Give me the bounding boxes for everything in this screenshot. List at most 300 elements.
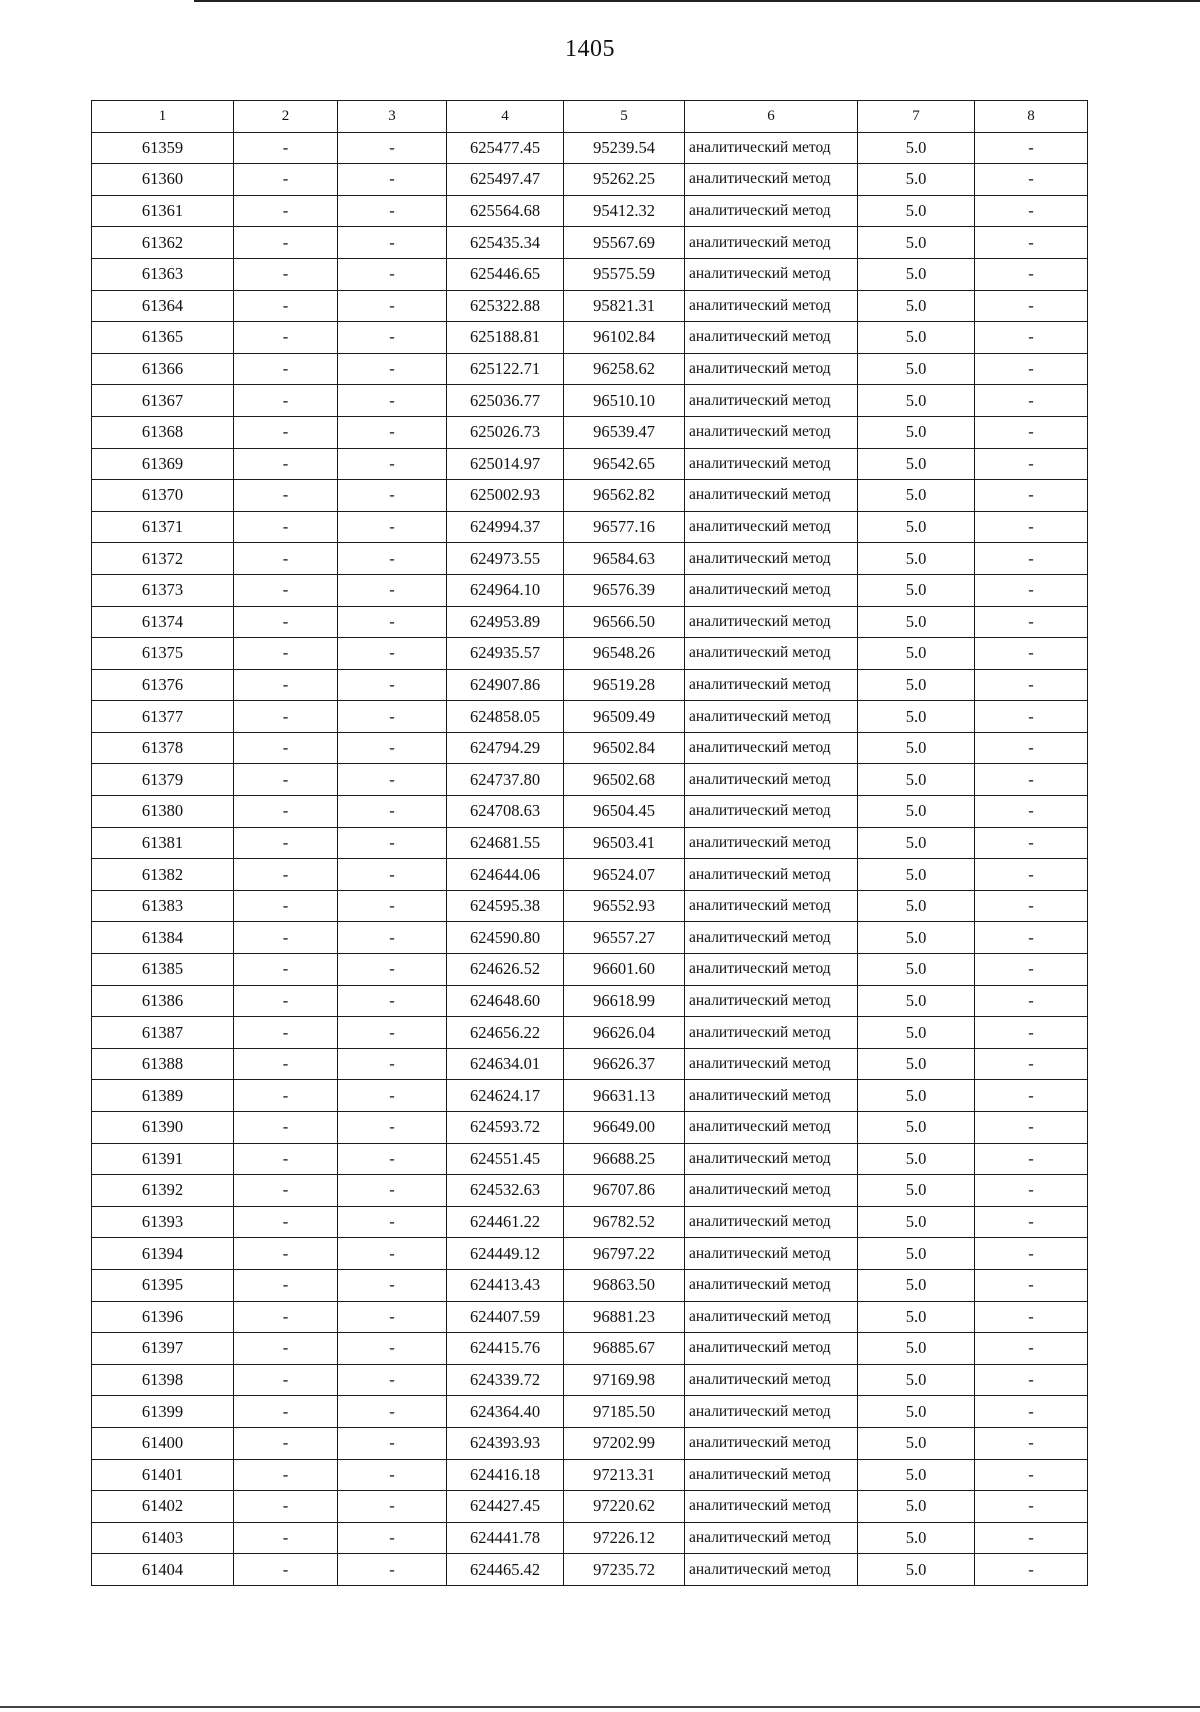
cell-col-2: - [234,1491,338,1523]
column-header-3: 3 [338,101,447,133]
table-row [92,1112,1088,1144]
cell-coord-y: 96782.52 [564,1206,685,1238]
cell-method: аналитический метод [685,1522,858,1554]
cell-method: аналитический метод [685,1364,858,1396]
cell-col-2: - [234,1427,338,1459]
cell-coord-y: 97220.62 [564,1491,685,1523]
cell-point-number: 61366 [92,353,234,385]
cell-col-3: - [338,954,447,986]
cell-accuracy: 5.0 [858,1491,975,1523]
cell-coord-y: 96885.67 [564,1333,685,1365]
column-header-4: 4 [447,101,564,133]
cell-col-8: - [975,448,1088,480]
cell-coord-x: 624364.40 [447,1396,564,1428]
cell-col-3: - [338,669,447,701]
cell-coord-x: 624794.29 [447,732,564,764]
cell-col-8: - [975,1112,1088,1144]
cell-col-8: - [975,1427,1088,1459]
table-row [92,543,1088,575]
cell-coord-x: 624624.17 [447,1080,564,1112]
cell-coord-x: 624593.72 [447,1112,564,1144]
cell-col-3: - [338,1333,447,1365]
cell-col-2: - [234,195,338,227]
cell-coord-y: 96502.68 [564,764,685,796]
cell-method: аналитический метод [685,1238,858,1270]
cell-coord-y: 95262.25 [564,164,685,196]
cell-method: аналитический метод [685,480,858,512]
cell-accuracy: 5.0 [858,132,975,164]
cell-col-8: - [975,954,1088,986]
cell-coord-y: 95412.32 [564,195,685,227]
cell-method: аналитический метод [685,796,858,828]
cell-col-8: - [975,164,1088,196]
cell-coord-x: 625036.77 [447,385,564,417]
bottom-scan-border [0,1706,1200,1708]
cell-method: аналитический метод [685,985,858,1017]
cell-col-8: - [975,1206,1088,1238]
cell-coord-y: 96548.26 [564,638,685,670]
cell-accuracy: 5.0 [858,827,975,859]
table-row [92,448,1088,480]
cell-col-2: - [234,480,338,512]
cell-col-8: - [975,827,1088,859]
cell-col-2: - [234,448,338,480]
cell-accuracy: 5.0 [858,954,975,986]
cell-coord-x: 624461.22 [447,1206,564,1238]
cell-coord-y: 96562.82 [564,480,685,512]
cell-col-8: - [975,1017,1088,1049]
cell-coord-y: 95575.59 [564,258,685,290]
cell-col-3: - [338,1364,447,1396]
cell-col-2: - [234,1080,338,1112]
cell-col-3: - [338,827,447,859]
table-row [92,258,1088,290]
cell-col-3: - [338,796,447,828]
cell-coord-y: 96618.99 [564,985,685,1017]
cell-col-2: - [234,922,338,954]
cell-col-3: - [338,353,447,385]
cell-coord-y: 96566.50 [564,606,685,638]
cell-point-number: 61385 [92,954,234,986]
table-row [92,1206,1088,1238]
cell-col-2: - [234,290,338,322]
cell-col-2: - [234,322,338,354]
table-row [92,827,1088,859]
cell-col-3: - [338,1112,447,1144]
cell-point-number: 61372 [92,543,234,575]
cell-coord-x: 625564.68 [447,195,564,227]
table-row [92,164,1088,196]
cell-coord-y: 96502.84 [564,732,685,764]
table-row [92,1333,1088,1365]
cell-col-8: - [975,669,1088,701]
cell-col-3: - [338,227,447,259]
cell-method: аналитический метод [685,1048,858,1080]
cell-accuracy: 5.0 [858,985,975,1017]
table-row [92,764,1088,796]
cell-coord-x: 624935.57 [447,638,564,670]
column-header-8: 8 [975,101,1088,133]
cell-coord-y: 97202.99 [564,1427,685,1459]
cell-col-8: - [975,859,1088,891]
table-row [92,985,1088,1017]
cell-accuracy: 5.0 [858,764,975,796]
cell-point-number: 61404 [92,1554,234,1586]
cell-accuracy: 5.0 [858,669,975,701]
cell-method: аналитический метод [685,385,858,417]
table-row [92,638,1088,670]
cell-accuracy: 5.0 [858,290,975,322]
cell-coord-x: 624413.43 [447,1269,564,1301]
cell-col-3: - [338,1238,447,1270]
cell-point-number: 61371 [92,511,234,543]
cell-method: аналитический метод [685,1143,858,1175]
cell-method: аналитический метод [685,669,858,701]
cell-point-number: 61378 [92,732,234,764]
cell-accuracy: 5.0 [858,796,975,828]
cell-coord-y: 97235.72 [564,1554,685,1586]
cell-method: аналитический метод [685,1491,858,1523]
cell-point-number: 61374 [92,606,234,638]
cell-coord-y: 96631.13 [564,1080,685,1112]
cell-method: аналитический метод [685,764,858,796]
table-row [92,1491,1088,1523]
cell-point-number: 61361 [92,195,234,227]
cell-accuracy: 5.0 [858,1554,975,1586]
coordinates-table [91,100,1088,1586]
cell-point-number: 61381 [92,827,234,859]
cell-col-2: - [234,638,338,670]
cell-method: аналитический метод [685,543,858,575]
table-row [92,701,1088,733]
cell-point-number: 61396 [92,1301,234,1333]
cell-col-8: - [975,701,1088,733]
cell-method: аналитический метод [685,1333,858,1365]
cell-col-8: - [975,1333,1088,1365]
cell-point-number: 61370 [92,480,234,512]
table-row [92,385,1088,417]
cell-coord-y: 96576.39 [564,574,685,606]
cell-col-2: - [234,1048,338,1080]
cell-col-3: - [338,701,447,733]
cell-coord-y: 96688.25 [564,1143,685,1175]
cell-coord-x: 624441.78 [447,1522,564,1554]
cell-accuracy: 5.0 [858,1333,975,1365]
cell-coord-y: 97226.12 [564,1522,685,1554]
cell-col-2: - [234,1522,338,1554]
cell-point-number: 61398 [92,1364,234,1396]
cell-accuracy: 5.0 [858,638,975,670]
column-header-6: 6 [685,101,858,133]
cell-coord-x: 625446.65 [447,258,564,290]
cell-accuracy: 5.0 [858,859,975,891]
cell-coord-x: 624339.72 [447,1364,564,1396]
cell-coord-y: 96509.49 [564,701,685,733]
cell-coord-x: 625014.97 [447,448,564,480]
cell-method: аналитический метод [685,732,858,764]
cell-accuracy: 5.0 [858,1301,975,1333]
cell-col-8: - [975,1522,1088,1554]
cell-col-8: - [975,543,1088,575]
cell-point-number: 61365 [92,322,234,354]
cell-col-8: - [975,1459,1088,1491]
cell-coord-y: 97169.98 [564,1364,685,1396]
cell-accuracy: 5.0 [858,1112,975,1144]
cell-point-number: 61360 [92,164,234,196]
cell-accuracy: 5.0 [858,1364,975,1396]
cell-col-2: - [234,1459,338,1491]
cell-col-3: - [338,1080,447,1112]
cell-col-8: - [975,132,1088,164]
cell-col-8: - [975,1080,1088,1112]
page-number: 1405 [565,36,615,62]
cell-col-3: - [338,574,447,606]
cell-col-3: - [338,1143,447,1175]
cell-method: аналитический метод [685,1175,858,1207]
table-row [92,954,1088,986]
table-row [92,195,1088,227]
cell-method: аналитический метод [685,1554,858,1586]
cell-method: аналитический метод [685,954,858,986]
table-row [92,890,1088,922]
table-row [92,227,1088,259]
cell-coord-x: 624644.06 [447,859,564,891]
cell-method: аналитический метод [685,890,858,922]
table-row [92,606,1088,638]
table-row [92,1364,1088,1396]
column-header-1: 1 [92,101,234,133]
cell-col-2: - [234,385,338,417]
cell-method: аналитический метод [685,258,858,290]
cell-accuracy: 5.0 [858,227,975,259]
cell-coord-x: 624973.55 [447,543,564,575]
cell-point-number: 61369 [92,448,234,480]
cell-coord-x: 624416.18 [447,1459,564,1491]
cell-col-3: - [338,606,447,638]
cell-coord-x: 625122.71 [447,353,564,385]
cell-coord-x: 624415.76 [447,1333,564,1365]
cell-point-number: 61386 [92,985,234,1017]
table-row [92,732,1088,764]
table-row [92,1143,1088,1175]
cell-col-8: - [975,1491,1088,1523]
cell-col-8: - [975,290,1088,322]
table-row [92,859,1088,891]
cell-point-number: 61380 [92,796,234,828]
cell-col-8: - [975,258,1088,290]
cell-point-number: 61397 [92,1333,234,1365]
cell-coord-y: 96601.60 [564,954,685,986]
cell-col-8: - [975,480,1088,512]
cell-point-number: 61376 [92,669,234,701]
cell-point-number: 61395 [92,1269,234,1301]
cell-accuracy: 5.0 [858,1269,975,1301]
cell-col-2: - [234,764,338,796]
cell-coord-x: 625497.47 [447,164,564,196]
cell-coord-x: 624964.10 [447,574,564,606]
cell-col-3: - [338,543,447,575]
cell-coord-x: 624737.80 [447,764,564,796]
cell-col-2: - [234,258,338,290]
header-row [92,101,1088,133]
cell-col-3: - [338,448,447,480]
column-header-2: 2 [234,101,338,133]
cell-method: аналитический метод [685,1112,858,1144]
cell-method: аналитический метод [685,227,858,259]
cell-method: аналитический метод [685,448,858,480]
cell-accuracy: 5.0 [858,1080,975,1112]
cell-col-3: - [338,1522,447,1554]
table-row [92,1301,1088,1333]
table-row [92,796,1088,828]
cell-point-number: 61387 [92,1017,234,1049]
cell-point-number: 61391 [92,1143,234,1175]
cell-col-8: - [975,385,1088,417]
cell-coord-y: 95821.31 [564,290,685,322]
cell-point-number: 61382 [92,859,234,891]
cell-col-3: - [338,1175,447,1207]
cell-col-8: - [975,322,1088,354]
cell-col-3: - [338,1301,447,1333]
cell-coord-y: 96524.07 [564,859,685,891]
cell-coord-x: 624634.01 [447,1048,564,1080]
cell-coord-x: 625477.45 [447,132,564,164]
cell-point-number: 61367 [92,385,234,417]
cell-accuracy: 5.0 [858,448,975,480]
cell-col-2: - [234,1017,338,1049]
cell-col-8: - [975,227,1088,259]
cell-coord-x: 624532.63 [447,1175,564,1207]
cell-point-number: 61368 [92,416,234,448]
cell-accuracy: 5.0 [858,1522,975,1554]
cell-coord-y: 96863.50 [564,1269,685,1301]
cell-col-3: - [338,890,447,922]
cell-col-2: - [234,796,338,828]
cell-accuracy: 5.0 [858,164,975,196]
cell-coord-y: 96519.28 [564,669,685,701]
cell-method: аналитический метод [685,1080,858,1112]
table-row [92,574,1088,606]
cell-col-2: - [234,827,338,859]
cell-method: аналитический метод [685,827,858,859]
table-row [92,1017,1088,1049]
cell-col-8: - [975,195,1088,227]
cell-col-2: - [234,1206,338,1238]
table-row [92,132,1088,164]
cell-method: аналитический метод [685,132,858,164]
cell-coord-y: 97185.50 [564,1396,685,1428]
table-row [92,511,1088,543]
cell-col-2: - [234,164,338,196]
cell-col-2: - [234,1112,338,1144]
table-row [92,1554,1088,1586]
cell-col-2: - [234,132,338,164]
table-row [92,1427,1088,1459]
table-row [92,480,1088,512]
cell-col-3: - [338,1396,447,1428]
cell-method: аналитический метод [685,574,858,606]
cell-point-number: 61359 [92,132,234,164]
cell-coord-x: 624626.52 [447,954,564,986]
cell-method: аналитический метод [685,859,858,891]
cell-col-3: - [338,1491,447,1523]
cell-coord-y: 95567.69 [564,227,685,259]
cell-point-number: 61377 [92,701,234,733]
cell-col-8: - [975,1301,1088,1333]
cell-method: аналитический метод [685,164,858,196]
cell-coord-x: 624994.37 [447,511,564,543]
cell-col-2: - [234,859,338,891]
cell-col-3: - [338,985,447,1017]
cell-coord-x: 624858.05 [447,701,564,733]
cell-col-3: - [338,1427,447,1459]
cell-accuracy: 5.0 [858,701,975,733]
table-row [92,669,1088,701]
cell-coord-x: 625026.73 [447,416,564,448]
cell-col-8: - [975,1048,1088,1080]
cell-coord-x: 625435.34 [447,227,564,259]
cell-method: аналитический метод [685,511,858,543]
cell-point-number: 61403 [92,1522,234,1554]
cell-accuracy: 5.0 [858,385,975,417]
table-row [92,416,1088,448]
cell-col-8: - [975,1364,1088,1396]
cell-col-8: - [975,922,1088,954]
cell-point-number: 61375 [92,638,234,670]
cell-point-number: 61390 [92,1112,234,1144]
cell-col-8: - [975,796,1088,828]
cell-col-8: - [975,1238,1088,1270]
cell-col-8: - [975,353,1088,385]
cell-coord-y: 96577.16 [564,511,685,543]
cell-accuracy: 5.0 [858,322,975,354]
cell-coord-x: 625322.88 [447,290,564,322]
cell-col-3: - [338,164,447,196]
cell-point-number: 61383 [92,890,234,922]
cell-point-number: 61384 [92,922,234,954]
cell-coord-x: 624393.93 [447,1427,564,1459]
cell-col-2: - [234,416,338,448]
cell-coord-y: 96626.37 [564,1048,685,1080]
cell-accuracy: 5.0 [858,1427,975,1459]
cell-col-3: - [338,1017,447,1049]
table-row [92,322,1088,354]
cell-col-3: - [338,290,447,322]
cell-col-8: - [975,985,1088,1017]
table-row [92,1522,1088,1554]
cell-coord-y: 96510.10 [564,385,685,417]
cell-method: аналитический метод [685,1459,858,1491]
cell-accuracy: 5.0 [858,1396,975,1428]
cell-method: аналитический метод [685,416,858,448]
cell-point-number: 61362 [92,227,234,259]
cell-col-2: - [234,1364,338,1396]
cell-accuracy: 5.0 [858,1017,975,1049]
cell-col-3: - [338,416,447,448]
cell-point-number: 61399 [92,1396,234,1428]
cell-coord-y: 96102.84 [564,322,685,354]
column-header-5: 5 [564,101,685,133]
cell-accuracy: 5.0 [858,1459,975,1491]
cell-coord-y: 96707.86 [564,1175,685,1207]
cell-col-2: - [234,954,338,986]
cell-point-number: 61379 [92,764,234,796]
top-scan-border [194,0,1200,2]
cell-col-2: - [234,701,338,733]
cell-accuracy: 5.0 [858,1175,975,1207]
cell-coord-x: 624465.42 [447,1554,564,1586]
cell-col-3: - [338,1048,447,1080]
